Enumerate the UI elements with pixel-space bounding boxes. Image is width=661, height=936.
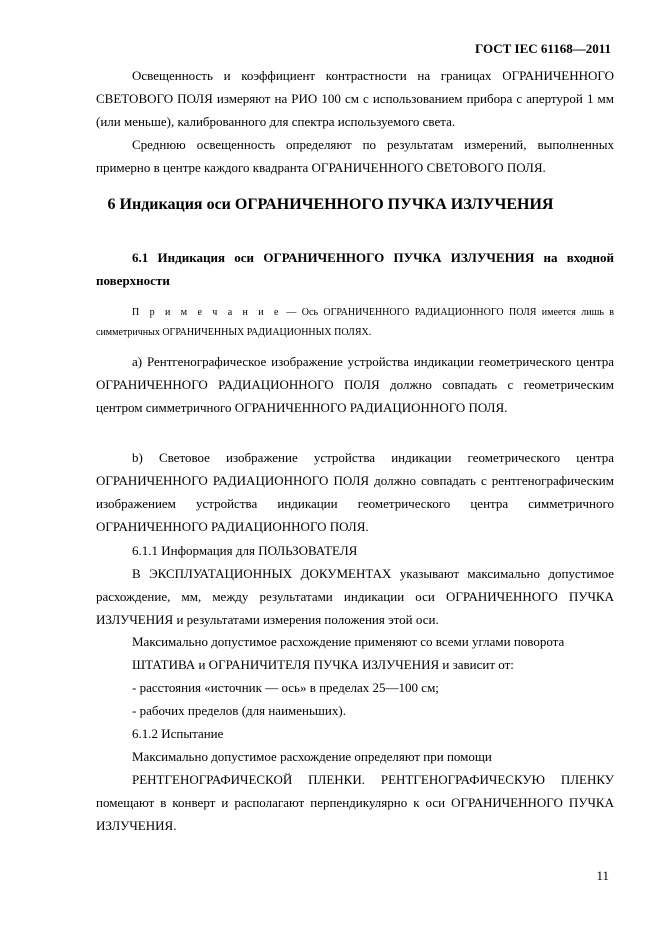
document-header: ГОСТ IEC 61168—2011 <box>475 41 611 56</box>
paragraph-operating-documents: В ЭКСПЛУАТАЦИОННЫХ ДОКУМЕНТАХ указывают максимально допустимое расхождение, мм, между результатами индикации оси ОГРАНИЧЕННОГО ПУЧКА ИЗЛУЧЕНИЯ и результатами измерения положения этой оси. <box>96 566 614 627</box>
item-b: b) Световое изображение устройства индикации геометрического центра ОГРАНИЧЕННОГО РАДИАЦИОННОГО ПОЛЯ должно совпадать с рентгенографическим изображением устройства индикации геометрического центра симметричного ОГРАНИЧЕННОГО РАДИАЦИОННОГО ПОЛЯ. <box>96 450 614 534</box>
section-6-1-heading: 6.1 Индикация оси ОГРАНИЧЕННОГО ПУЧКА ИЗЛУЧЕНИЯ на входной поверхности <box>96 250 614 288</box>
list-item-distance: - расстояния «источник — ось» в пределах 25—100 см; <box>132 680 439 695</box>
page-number: 11 <box>596 868 609 883</box>
paragraph-film: РЕНТГЕНОГРАФИЧЕСКОЙ ПЛЕНКИ. РЕНТГЕНОГРАФИЧЕСКУЮ ПЛЕНКУ помещают в конверт и располагают перпендикулярно к оси ОГРАНИЧЕННОГО ПУЧКА ИЗЛУЧЕНИЯ. <box>96 772 614 833</box>
paragraph-average-illumination: Среднюю освещенность определяют по результатам измерений, выполненных примерно в центре каждого квадранта ОГРАНИЧЕННОГО СВЕТОВОГО ПОЛЯ. <box>96 137 614 175</box>
paragraph-illumination-measurement: Освещенность и коэффициент контрастности на границах ОГРАНИЧЕННОГО СВЕТОВОГО ПОЛЯ измеряют на РИО 100 см с использованием прибора с апертурой 1 мм (или меньше), калиброванного для спектра используемого света. <box>96 68 614 129</box>
paragraph-gantry: ШТАТИВА и ОГРАНИЧИТЕЛЯ ПУЧКА ИЗЛУЧЕНИЯ и зависит от: <box>132 657 514 672</box>
paragraph-max-deviation: Максимально допустимое расхождение применяют со всеми углами поворота <box>132 634 565 649</box>
item-a: а) Рентгенографическое изображение устройства индикации геометрического центра ОГРАНИЧЕННОГО РАДИАЦИОННОГО ПОЛЯ должно совпадать с геометрическим центром симметричного ОГРАНИЧЕННОГО РАДИАЦИОННОГО ПОЛЯ. <box>96 354 614 415</box>
paragraph-test-method: Максимально допустимое расхождение определяют при помощи <box>132 749 492 764</box>
section-6-heading: 6 Индикация оси ОГРАНИЧЕННОГО ПУЧКА ИЗЛУЧЕНИЯ <box>107 196 554 213</box>
section-6-1-2-heading: 6.1.2 Испытание <box>132 726 224 741</box>
list-item-working-limits: - рабочих пределов (для наименьших). <box>132 703 346 718</box>
note-label: П р и м е ч а н и е <box>132 307 281 318</box>
note <box>96 303 614 343</box>
note-text: — Ось ОГРАНИЧЕННОГО РАДИАЦИОННОГО ПОЛЯ имеется лишь в симметричных ОГРАНИЧЕННЫХ РАДИАЦИОННЫХ ПОЛЯХ. <box>96 307 615 338</box>
section-6-1-1-heading: 6.1.1 Информация для ПОЛЬЗОВАТЕЛЯ <box>132 543 358 558</box>
